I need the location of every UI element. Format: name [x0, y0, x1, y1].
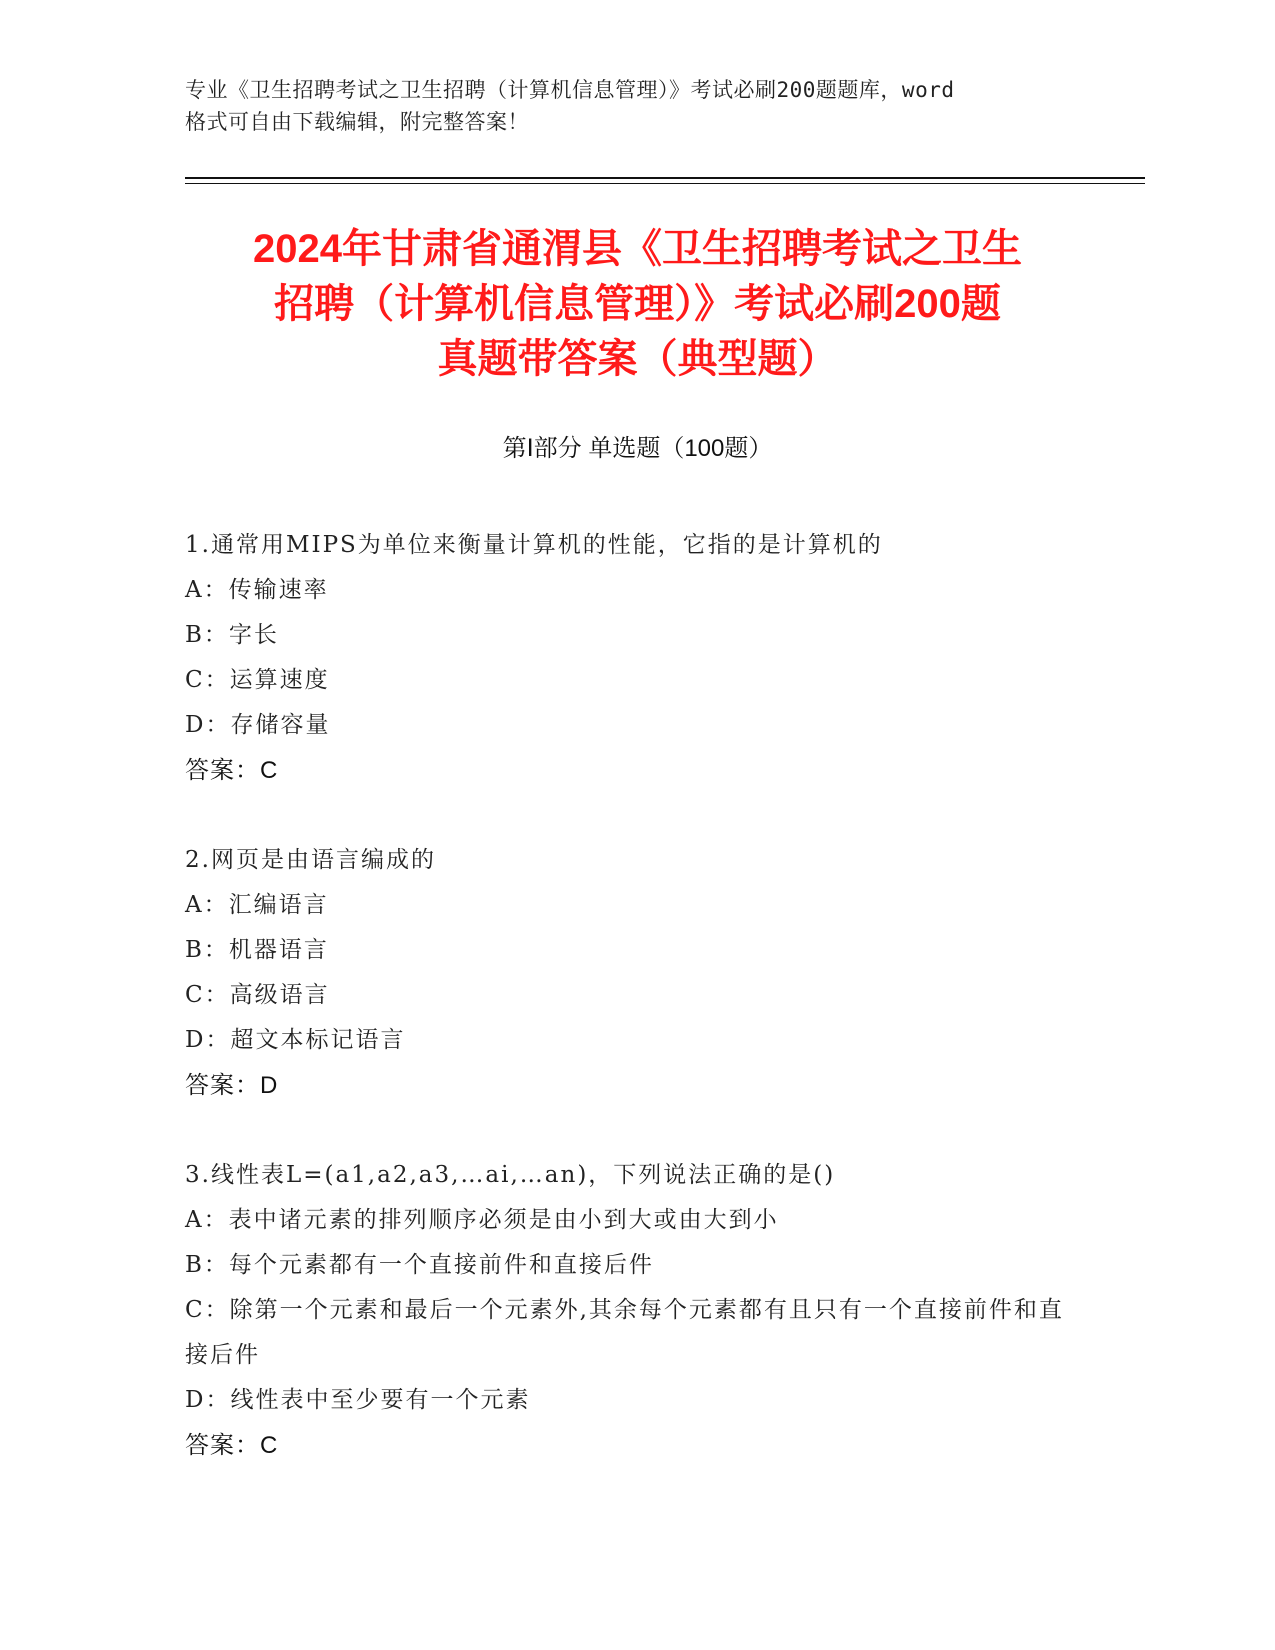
question-1	[185, 523, 1065, 793]
question-stem: 2.网页是由语言编成的	[185, 847, 436, 873]
option-b: B：字长	[185, 622, 279, 648]
question-stem: 3.线性表L=(a1,a2,a3,…ai,…an)，下列说法正确的是()	[185, 1162, 836, 1188]
answer-label: 答案：D	[185, 1072, 279, 1099]
question-list	[185, 523, 1065, 1513]
header-divider-thin	[185, 183, 1145, 184]
answer-label: 答案：C	[185, 1432, 279, 1459]
title-line-1: 2024年甘肃省通渭县《卫生招聘考试之卫生	[253, 227, 1022, 271]
header-note	[185, 74, 1085, 138]
option-d: D：线性表中至少要有一个元素	[185, 1387, 531, 1413]
option-b: B：每个元素都有一个直接前件和直接后件	[185, 1252, 654, 1278]
option-a: A：传输速率	[185, 577, 329, 603]
title-line-2: 招聘（计算机信息管理）》考试必刷200题	[274, 282, 1001, 326]
question-3	[185, 1153, 1065, 1468]
section-title: 第Ⅰ部分 单选题（100题）	[502, 435, 773, 462]
option-a: A：表中诸元素的排列顺序必须是由小到大或由大到小	[185, 1207, 779, 1233]
title-line-3: 真题带答案（典型题）	[437, 337, 838, 381]
header-note-line-1: 专业《卫生招聘考试之卫生招聘（计算机信息管理）》考试必刷200题题库，word	[185, 78, 955, 102]
option-c: C：除第一个元素和最后一个元素外,其余每个元素都有且只有一个直接前件和直接后件	[185, 1297, 1064, 1368]
option-b: B：机器语言	[185, 937, 329, 963]
option-d: D：超文本标记语言	[185, 1027, 406, 1053]
header-note-line-2: 格式可自由下载编辑，附完整答案！	[185, 110, 529, 134]
question-2	[185, 838, 1065, 1108]
option-a: A：汇编语言	[185, 892, 329, 918]
option-c: C：高级语言	[185, 982, 330, 1008]
option-d: D：存储容量	[185, 712, 331, 738]
question-stem: 1.通常用MIPS为单位来衡量计算机的性能，它指的是计算机的	[185, 532, 883, 558]
document-title	[160, 222, 1115, 387]
option-c: C：运算速度	[185, 667, 330, 693]
header-divider-thick	[185, 177, 1145, 179]
answer-label: 答案：C	[185, 757, 279, 784]
